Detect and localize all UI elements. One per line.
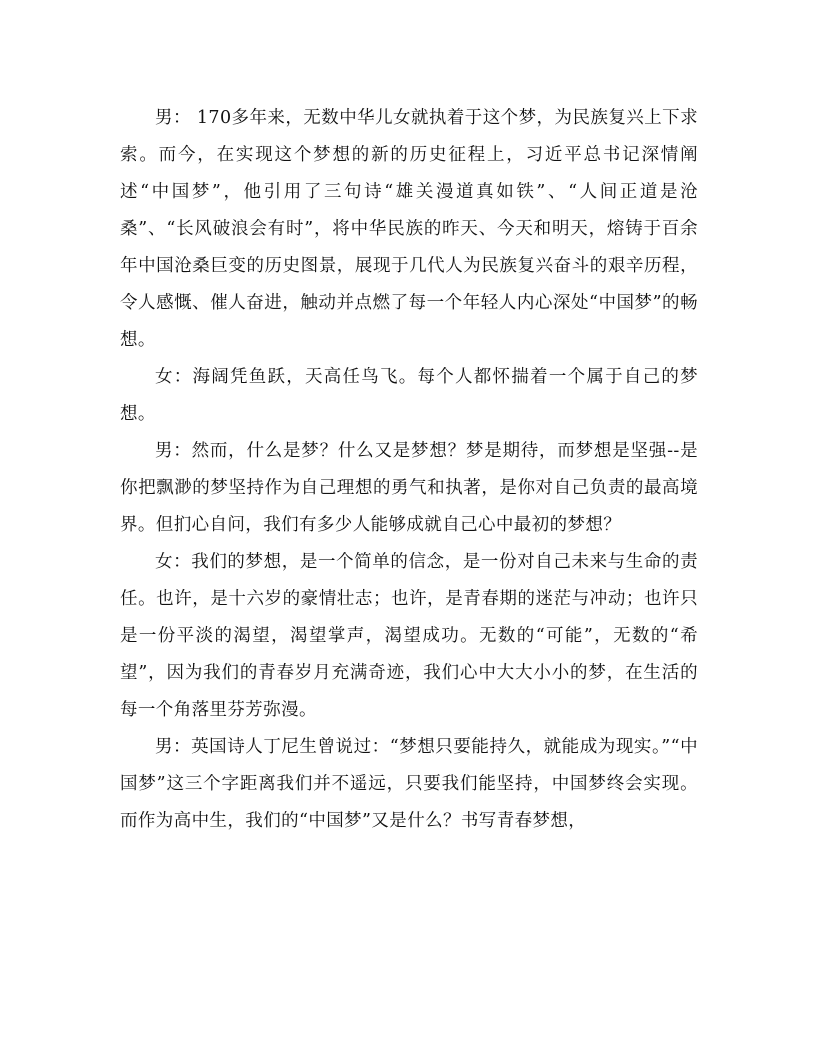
paragraph-female-1: 女：海阔凭鱼跃，天高任鸟飞。每个人都怀揣着一个属于自己的梦想。 [120,367,698,424]
paragraph-female-2: 女：我们的梦想，是一个简单的信念，是一份对自己未来与生命的责任。也许，是十六岁的豪情壮志；也许，是青春期的迷茫与冲动；也许只是一份平淡的渴望，渴望掌声，渴望成功。无数的“可能”，无数的“希望”，因为我们的青春岁月充满奇迹，我们心中大大小小的梦，在生活的每一个角落里芬芳弥漫。 [120,552,698,720]
paragraph-male-3: 男：英国诗人丁尼生曾说过：“梦想只要能持久，就能成为现实。”“中国梦”这三个字距离我们并不遥远，只要我们能坚持，中国梦终会实现。而作为高中生，我们的“中国梦”又是什么？书写青春梦想， [120,737,698,831]
document-body [120,100,698,840]
paragraph-male-2: 男：然而，什么是梦？什么又是梦想？梦是期待，而梦想是坚强--是你把飘渺的梦坚持作为自己理想的勇气和执著，是你对自己负责的最高境界。但扪心自问，我们有多少人能够成就自己心中最初的梦想？ [120,441,698,535]
paragraph-male-1: 男： 170多年来，无数中华儿女就执着于这个梦，为民族复兴上下求索。而今，在实现这个梦想的新的历史征程上，习近平总书记深情阐述“中国梦”，他引用了三句诗“雄关漫道真如铁”、“人间正道是沧桑”、“长风破浪会有时”，将中华民族的昨天、今天和明天，熔铸于百余年中国沧桑巨变的历史图景，展现于几代人为民族复兴奋斗的艰辛历程，令人感慨、催人奋进，触动并点燃了每一个年轻人内心深处“中国梦”的畅想。 [120,108,698,350]
